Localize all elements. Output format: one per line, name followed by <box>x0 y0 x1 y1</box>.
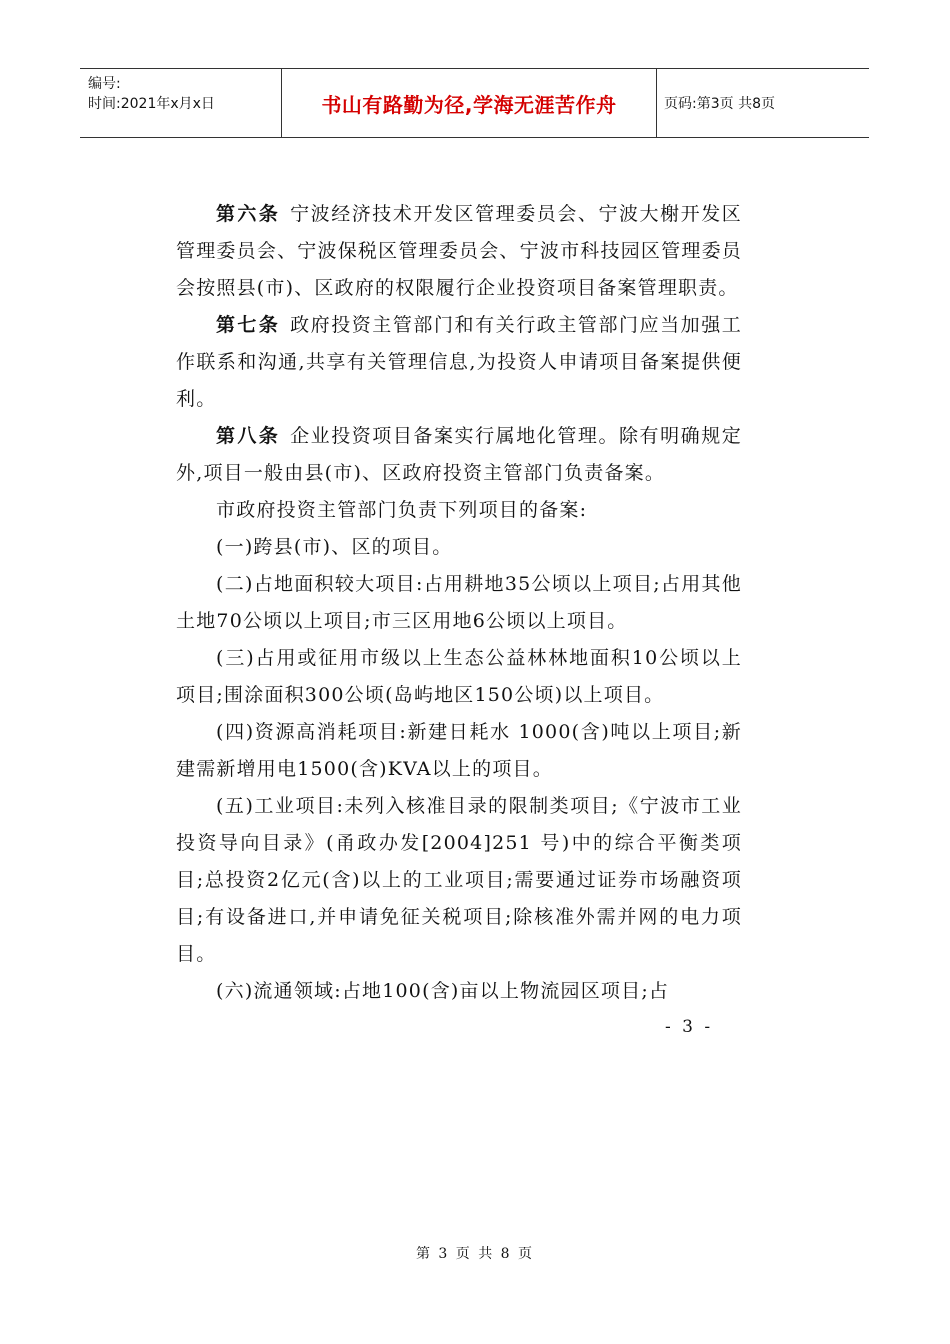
document-body <box>176 196 742 1010</box>
article-7-text: 政府投资主管部门和有关行政主管部门应当加强工作联系和沟通,共享有关管理信息,为投资人申请项目备案提供便利。 <box>176 314 742 410</box>
article-6-text: 宁波经济技术开发区管理委员会、宁波大榭开发区管理委员会、宁波保税区管理委员会、宁波市科技园区管理委员会按照县(市)、区政府的权限履行企业投资项目备案管理职责。 <box>176 203 742 299</box>
article-6 <box>176 196 742 307</box>
article-7 <box>176 307 742 418</box>
article-6-title: 第六条 <box>216 203 281 225</box>
document-date-label: 时间:2021年x月x日 <box>88 96 215 112</box>
header-motto: 书山有路勤为径,学海无涯苦作舟 <box>281 69 657 137</box>
article-8 <box>176 418 742 492</box>
document-header <box>80 68 869 138</box>
list-item-3: (三)占用或征用市级以上生态公益林林地面积10公顷以上项目;围涂面积300公顷(岛屿地区150公顷)以上项目。 <box>176 647 742 706</box>
list-item-6: (六)流通领域:占地100(含)亩以上物流园区项目;占 <box>216 980 670 1002</box>
inner-page-number: - 3 - <box>665 1017 714 1037</box>
list-item-1: (一)跨县(市)、区的项目。 <box>216 536 453 558</box>
list-item-4: (四)资源高消耗项目:新建日耗水 1000(含)吨以上项目;新建需新增用电1500(含)KVA以上的项目。 <box>176 721 742 780</box>
list-item-2: (二)占地面积较大项目:占用耕地35公顷以上项目;占用其他土地70公顷以上项目;市三区用地6公顷以上项目。 <box>176 573 742 632</box>
article-8-text: 企业投资项目备案实行属地化管理。除有明确规定外,项目一般由县(市)、区政府投资主管部门负责备案。 <box>176 425 742 484</box>
page-footer: 第 3 页 共 8 页 <box>415 1246 535 1262</box>
city-intro-paragraph: 市政府投资主管部门负责下列项目的备案: <box>216 499 588 521</box>
header-info-cell <box>80 69 280 137</box>
article-8-title: 第八条 <box>216 425 281 447</box>
document-number-label: 编号: <box>88 76 121 92</box>
article-7-title: 第七条 <box>216 314 281 336</box>
header-page-info: 页码:第3页 共8页 <box>664 96 775 112</box>
list-item-5: (五)工业项目:未列入核准目录的限制类项目;《宁波市工业投资导向目录》(甬政办发[2004]251 号)中的综合平衡类项目;总投资2亿元(含)以上的工业项目;需要通过证券市场融资项目;有设备进口,并申请免征关税项目;除核准外需并网的电力项目。 <box>176 795 742 965</box>
